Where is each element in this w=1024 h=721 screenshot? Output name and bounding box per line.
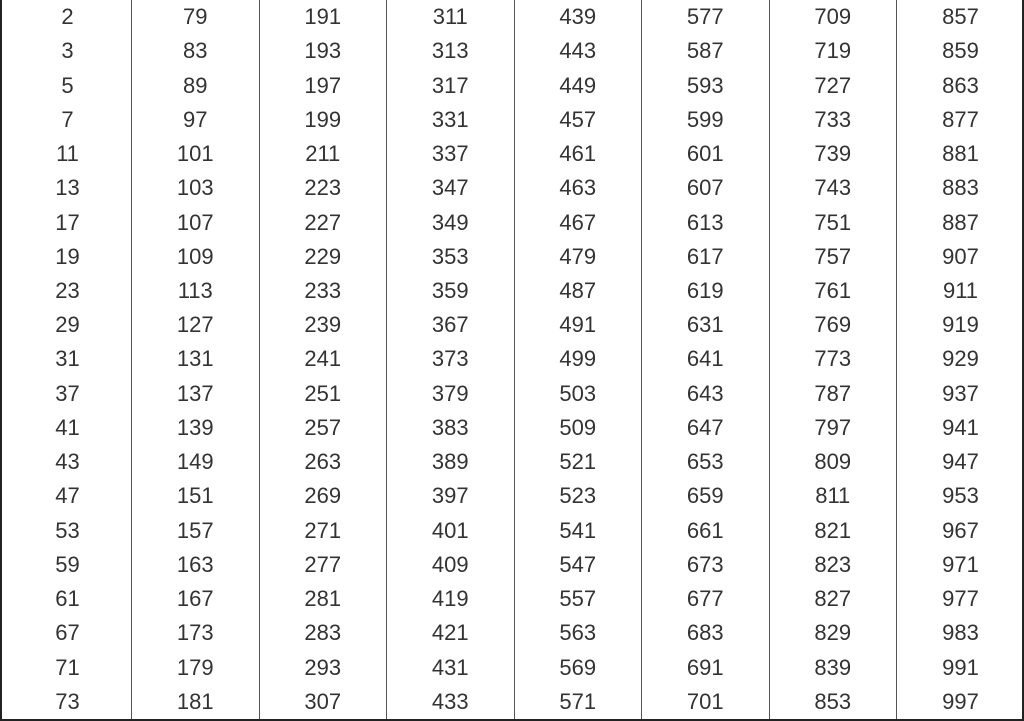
table-cell: 307 [259,685,387,719]
table-cell: 293 [259,650,387,684]
table-cell: 409 [387,548,515,582]
table-cell: 907 [897,240,1024,274]
table-cell: 47 [55,483,80,509]
table-cell: 461 [514,137,642,171]
table-row [4,514,1024,548]
table-cell: 967 [897,514,1024,548]
table-cell: 911 [897,274,1024,308]
table-cell: 601 [642,137,770,171]
table-cell: 743 [769,171,897,205]
table-cell: 991 [897,650,1024,684]
table-cell: 941 [897,411,1024,445]
table-cell: 977 [897,582,1024,616]
table-cell: 541 [514,514,642,548]
table-cell: 373 [387,342,515,376]
table-cell: 163 [132,548,260,582]
table-cell: 271 [259,514,387,548]
table-cell: 983 [897,616,1024,650]
table-cell: 919 [897,308,1024,342]
table-row [4,479,1024,513]
table-cell: 571 [514,685,642,719]
table-cell: 191 [259,0,387,34]
table-cell: 127 [132,308,260,342]
table-row [4,411,1024,445]
table-cell: 797 [769,411,897,445]
table-cell: 139 [132,411,260,445]
table-cell: 157 [132,514,260,548]
table-cell: 709 [769,0,897,34]
table-cell: 569 [514,650,642,684]
table-cell: 857 [897,0,1024,34]
table-row [4,205,1024,239]
table-cell: 631 [642,308,770,342]
table-cell: 787 [769,377,897,411]
table-cell: 953 [897,479,1024,513]
table-cell: 997 [897,685,1024,719]
table-cell: 29 [55,312,80,338]
table-cell: 947 [897,445,1024,479]
table-cell: 31 [55,346,80,372]
table-cell: 719 [769,34,897,68]
table-cell: 151 [132,479,260,513]
table-cell: 971 [897,548,1024,582]
table-cell: 499 [514,342,642,376]
table-cell: 421 [387,616,515,650]
table-cell: 173 [132,616,260,650]
table-row [4,34,1024,68]
table-cell: 263 [259,445,387,479]
table-row [4,103,1024,137]
table-cell: 881 [897,137,1024,171]
table-row [4,650,1024,684]
table-cell: 839 [769,650,897,684]
table-cell: 137 [132,377,260,411]
table-cell: 811 [769,479,897,513]
table-cell: 73 [55,688,80,714]
table-cell: 887 [897,205,1024,239]
table-row [4,582,1024,616]
table-cell: 83 [132,34,260,68]
table-cell: 5 [61,72,74,98]
table-cell: 347 [387,171,515,205]
table-cell: 211 [259,137,387,171]
table-cell: 547 [514,548,642,582]
table-cell: 229 [259,240,387,274]
table-cell: 179 [132,650,260,684]
table-cell: 277 [259,548,387,582]
table-row [4,616,1024,650]
table-cell: 443 [514,34,642,68]
table-cell: 11 [56,141,79,167]
table-row [4,171,1024,205]
table-cell: 467 [514,205,642,239]
table-cell: 59 [55,551,80,577]
table-row [4,685,1024,719]
table-cell: 821 [769,514,897,548]
table-cell: 823 [769,548,897,582]
table-row [4,68,1024,102]
table-cell: 7 [61,106,74,132]
table-cell: 383 [387,411,515,445]
table-cell: 659 [642,479,770,513]
table-cell: 37 [55,380,80,406]
table-cell: 67 [55,620,80,646]
table-cell: 739 [769,137,897,171]
table-cell: 829 [769,616,897,650]
table-cell: 101 [132,137,260,171]
table-cell: 269 [259,479,387,513]
table-row [4,137,1024,171]
table-cell: 521 [514,445,642,479]
table-cell: 113 [132,274,260,308]
table-cell: 491 [514,308,642,342]
table-cell: 431 [387,650,515,684]
table-cell: 13 [55,175,80,201]
table-cell: 223 [259,171,387,205]
table-cell: 349 [387,205,515,239]
table-cell: 479 [514,240,642,274]
table-cell: 103 [132,171,260,205]
table-cell: 313 [387,34,515,68]
table-cell: 661 [642,514,770,548]
table-cell: 557 [514,582,642,616]
table-cell: 317 [387,68,515,102]
table-cell: 41 [55,414,80,440]
table-cell: 233 [259,274,387,308]
table-cell: 877 [897,103,1024,137]
table-row [4,377,1024,411]
table-cell: 733 [769,103,897,137]
table-cell: 199 [259,103,387,137]
table-cell: 197 [259,68,387,102]
table-cell: 109 [132,240,260,274]
table-cell: 599 [642,103,770,137]
table-cell: 71 [55,654,80,680]
table-cell: 587 [642,34,770,68]
table-cell: 389 [387,445,515,479]
table-cell: 701 [642,685,770,719]
table-row [4,308,1024,342]
table-row [4,274,1024,308]
table-cell: 337 [387,137,515,171]
table-cell: 757 [769,240,897,274]
table-cell: 379 [387,377,515,411]
table-cell: 397 [387,479,515,513]
table-cell: 257 [259,411,387,445]
table-row [4,342,1024,376]
table-cell: 617 [642,240,770,274]
table-cell: 2 [61,4,74,30]
table-cell: 683 [642,616,770,650]
table-cell: 401 [387,514,515,548]
table-cell: 193 [259,34,387,68]
table-cell: 107 [132,205,260,239]
table-cell: 89 [132,68,260,102]
table-cell: 653 [642,445,770,479]
table-cell: 761 [769,274,897,308]
table-cell: 859 [897,34,1024,68]
table-cell: 773 [769,342,897,376]
table-cell: 97 [132,103,260,137]
table-cell: 509 [514,411,642,445]
table-cell: 181 [132,685,260,719]
table-cell: 17 [55,209,80,235]
table-cell: 311 [387,0,515,34]
table-cell: 367 [387,308,515,342]
table-cell: 619 [642,274,770,308]
table-cell: 3 [61,38,74,64]
table-cell: 827 [769,582,897,616]
table-cell: 23 [55,277,80,303]
table-cell: 53 [55,517,80,543]
table-cell: 433 [387,685,515,719]
table-cell: 359 [387,274,515,308]
table-cell: 251 [259,377,387,411]
prime-numbers-table [4,0,1024,719]
table-cell: 809 [769,445,897,479]
table-cell: 167 [132,582,260,616]
table-cell: 331 [387,103,515,137]
table-row [4,240,1024,274]
table-cell: 79 [132,0,260,34]
table-cell: 607 [642,171,770,205]
table-cell: 673 [642,548,770,582]
table-cell: 283 [259,616,387,650]
table-cell: 577 [642,0,770,34]
table-cell: 727 [769,68,897,102]
table-cell: 853 [769,685,897,719]
table-cell: 523 [514,479,642,513]
table-cell: 643 [642,377,770,411]
table-row [4,0,1024,34]
table-cell: 503 [514,377,642,411]
table-cell: 227 [259,205,387,239]
table-cell: 487 [514,274,642,308]
table-cell: 677 [642,582,770,616]
table-cell: 439 [514,0,642,34]
table-cell: 647 [642,411,770,445]
table-cell: 641 [642,342,770,376]
table-row [4,548,1024,582]
table-cell: 43 [55,449,80,475]
table-cell: 751 [769,205,897,239]
table-cell: 929 [897,342,1024,376]
table-cell: 19 [55,243,80,269]
table-cell: 769 [769,308,897,342]
table-cell: 463 [514,171,642,205]
table-cell: 131 [132,342,260,376]
table-cell: 61 [55,586,80,612]
table-cell: 863 [897,68,1024,102]
table-cell: 281 [259,582,387,616]
table-cell: 241 [259,342,387,376]
prime-table-body [4,0,1024,719]
table-cell: 419 [387,582,515,616]
table-cell: 937 [897,377,1024,411]
table-cell: 239 [259,308,387,342]
table-cell: 613 [642,205,770,239]
table-cell: 691 [642,650,770,684]
table-cell: 149 [132,445,260,479]
table-cell: 593 [642,68,770,102]
table-cell: 563 [514,616,642,650]
table-cell: 457 [514,103,642,137]
table-cell: 449 [514,68,642,102]
table-row [4,445,1024,479]
table-cell: 353 [387,240,515,274]
table-cell: 883 [897,171,1024,205]
